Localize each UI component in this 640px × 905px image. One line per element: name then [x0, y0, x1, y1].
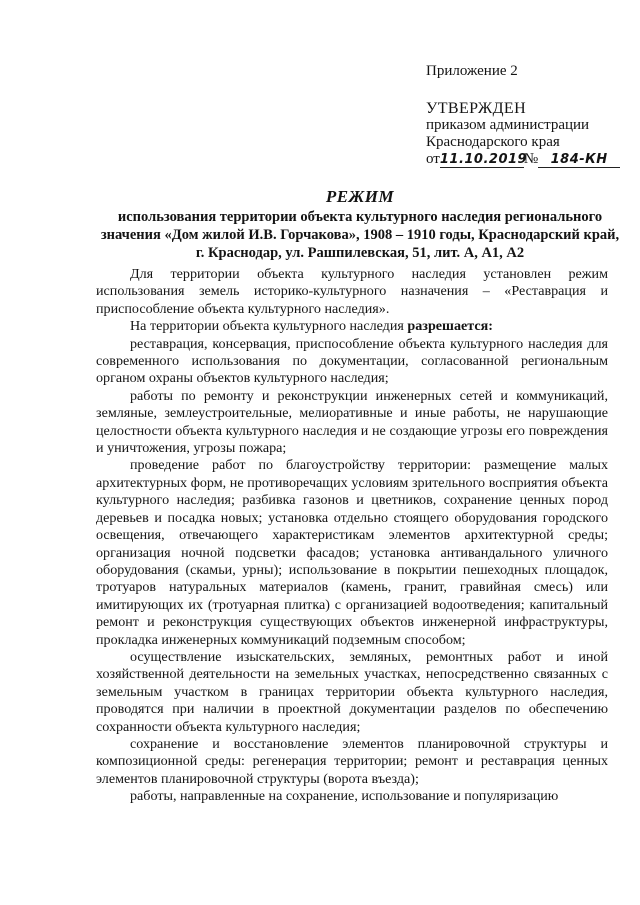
approval-stamp — [426, 100, 620, 168]
date-prefix: от — [426, 151, 440, 167]
list-item: реставрация, консервация, приспособление объекта культурного наследия для современного использования по документации, согласованной региональным органом охраны объектов культурного наследия; — [96, 335, 608, 387]
list-item: сохранение и восстановление элементов планировочной структуры и композиционной среды: регенерация территории; ремонт и реставрация ценных элементов планировочной структуры (ворота въезда); — [96, 735, 608, 787]
number-sign: № — [523, 151, 539, 167]
list-item: работы, направленные на сохранение, использование и популяризацию — [130, 788, 559, 805]
document-subtitle: использования территории объекта культурного наследия регионального значения «Дом жилой И.В. Горчакова», 1908 – 1910 годы, Краснодарский край, г. Краснодар, ул. Рашпилевская, 51, лит. А, А1, А2 — [100, 209, 620, 261]
approval-line-2: Краснодарского края — [426, 134, 560, 150]
document-title: РЕЖИМ — [325, 187, 395, 206]
handwritten-number: 184-КН — [538, 152, 620, 168]
list-item: проведение работ по благоустройству территории: размещение малых архитектурных форм, не противоречащих условиям зрительного восприятия объекта культурного наследия; разбивка газонов и цветников, сохранение ценных пород деревьев и посадка новых; установка отдельно стоящего оборудования городского освещения, отвечающего характеристикам элементов архитектурной среды; организация ночной подсветки фасадов; установка антивандального уличного оборудования (скамьи, урны); использование в покрытии пешеходных площадок, тротуаров натуральных материалов (камень, гранит, гравийная смесь) или имитирующих их (тротуарная плитка) с организацией водоотведения; капитальный ремонт и реконструкция существующих объектов инженерной инфраструктуры, прокладка инженерных коммуникаций подземным способом; — [96, 457, 608, 648]
approval-title: УТВЕРЖДЕН — [426, 100, 527, 117]
intro-paragraph: Для территории объекта культурного наследия установлен режим использования земель историко-культурного назначения – «Реставрация и приспособление объекта культурного наследия». — [96, 266, 608, 317]
permitted-bold: разрешается: — [407, 318, 493, 335]
appendix-label: Приложение 2 — [426, 63, 518, 79]
permitted-heading — [96, 318, 608, 335]
approval-line-1: приказом администрации — [426, 117, 590, 133]
permitted-prefix: На территории объекта культурного наследия — [130, 318, 408, 335]
approval-date-line — [426, 151, 620, 168]
list-item: работы по ремонту и реконструкции инженерных сетей и коммуникаций, земляные, землеустроительные, мелиоративные и иные работы, не нарушающие целостности объекта культурного наследия и не создающие угрозы его повреждения и уничтожения, угрозы пожара; — [96, 387, 608, 457]
list-item: осуществление изыскательских, земляных, ремонтных работ и иной хозяйственной деятельности на земельных участках, непосредственно связанных с земельным участком в границах территории объекта культурного наследия, проводятся при наличии в проектной документации разделов по обеспечению сохранности объекта культурного наследия; — [96, 648, 608, 735]
document-title-block — [100, 187, 620, 262]
document-body — [96, 266, 608, 806]
handwritten-date: 11.10.2019 — [439, 152, 528, 167]
